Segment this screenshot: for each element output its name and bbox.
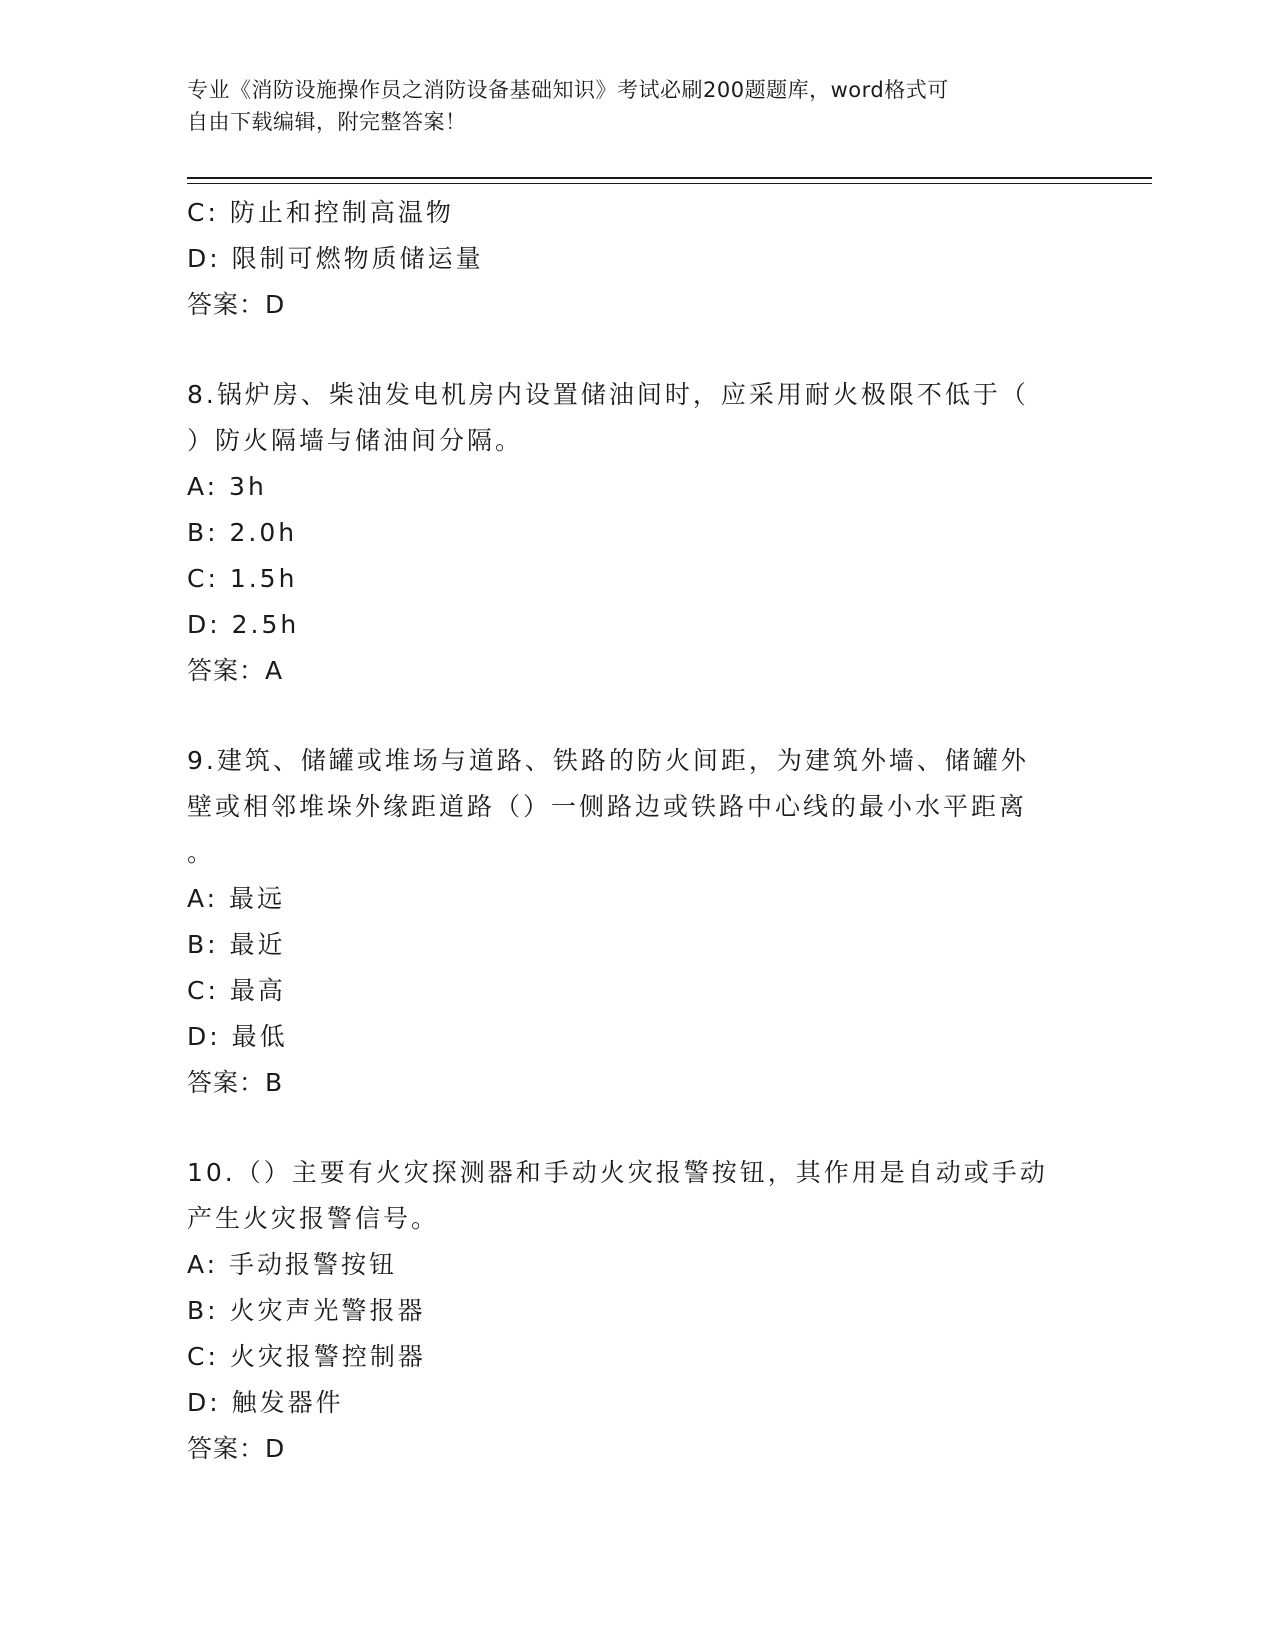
option-c: C: 最高 — [187, 976, 286, 1005]
option-a: A: 最远 — [187, 884, 286, 913]
option-b: B: 最近 — [187, 930, 286, 959]
option-b: B: 火灾声光警报器 — [187, 1296, 426, 1325]
document-header: 专业《消防设施操作员之消防设备基础知识》考试必刷200题题库，word格式可 自由下载编辑，附完整答案！ — [187, 78, 949, 134]
option-d: D: 触发器件 — [187, 1388, 344, 1417]
answer-line: 答案：B — [187, 1068, 284, 1097]
question-list — [187, 190, 1087, 1472]
question-block-9 — [187, 738, 1087, 1106]
option-c: C: 1.5h — [187, 564, 298, 593]
question-block-10 — [187, 1150, 1087, 1472]
option-d: D: 2.5h — [187, 610, 300, 639]
option-b: B: 2.0h — [187, 518, 298, 547]
question-stem-line: 9.建筑、储罐或堆场与道路、铁路的防火间距，为建筑外墙、储罐外 — [187, 746, 1029, 775]
question-stem-line: 。 — [187, 838, 216, 867]
question-block-8 — [187, 372, 1087, 694]
answer-line: 答案：D — [187, 1434, 286, 1463]
option-d: D: 最低 — [187, 1022, 288, 1051]
question-spacer — [187, 694, 1087, 738]
answer-line: 答案：D — [187, 290, 286, 319]
option-a: A: 3h — [187, 472, 267, 501]
option-c: C: 防止和控制高温物 — [187, 198, 454, 227]
question-spacer — [187, 328, 1087, 372]
header-rule-thick — [187, 177, 1152, 179]
option-c: C: 火灾报警控制器 — [187, 1342, 426, 1371]
question-spacer — [187, 1106, 1087, 1150]
option-d: D: 限制可燃物质储运量 — [187, 244, 484, 273]
question-block-7 — [187, 190, 1087, 328]
answer-line: 答案：A — [187, 656, 284, 685]
question-stem-line: 10.（）主要有火灾探测器和手动火灾报警按钮，其作用是自动或手动 — [187, 1158, 1048, 1187]
question-stem-line: 产生火灾报警信号。 — [187, 1204, 440, 1233]
question-stem-line: ）防火隔墙与储油间分隔。 — [187, 426, 524, 455]
question-stem-line: 8.锅炉房、柴油发电机房内设置储油间时，应采用耐火极限不低于（ — [187, 380, 1029, 409]
header-rule-thin — [187, 183, 1152, 184]
question-stem-line: 壁或相邻堆垛外缘距道路（）一侧路边或铁路中心线的最小水平距离 — [187, 792, 1028, 821]
option-a: A: 手动报警按钮 — [187, 1250, 398, 1279]
